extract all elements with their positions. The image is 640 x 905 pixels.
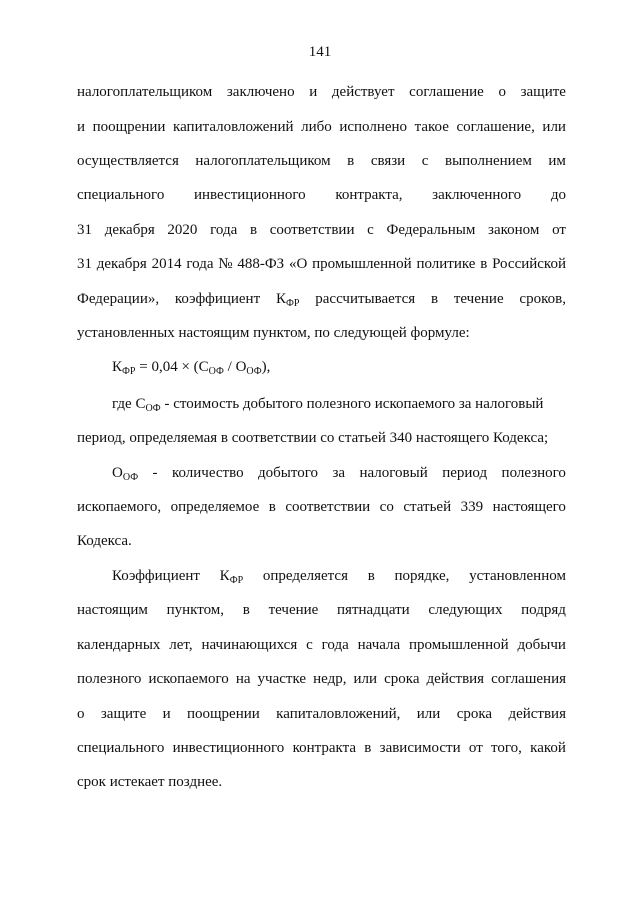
word: в [249, 222, 258, 238]
word: специального [77, 740, 165, 756]
word: течение [453, 291, 504, 307]
word: законом [488, 222, 540, 238]
word: зависимости [379, 740, 461, 756]
word: лет, [169, 637, 193, 653]
text-line: установленных настоящим пунктом, по следующей формуле: [77, 325, 470, 341]
symbol: $О_{ОФ}$ [112, 465, 139, 483]
word: с [421, 153, 429, 169]
word: о [498, 84, 506, 100]
word: в [367, 568, 375, 584]
word: в [364, 740, 372, 756]
word: на [235, 671, 251, 687]
word: до [550, 187, 566, 203]
word: Коэффициент [112, 568, 200, 584]
word: «О [288, 256, 308, 272]
word: количество [171, 465, 244, 481]
text-line: срок истекает позднее. [77, 774, 223, 790]
word: промышленной [409, 637, 509, 653]
word: подряд [521, 602, 566, 618]
word: с [306, 637, 313, 653]
word: специального [77, 187, 165, 203]
word: Федерации», [77, 291, 160, 307]
text-line [77, 670, 566, 688]
word: какой [530, 740, 566, 756]
word: о [77, 706, 85, 722]
word: № [218, 256, 233, 272]
word: участке [257, 671, 307, 687]
word: им [548, 153, 566, 169]
word: защите [520, 84, 566, 100]
text-line [77, 255, 566, 273]
word: 488-ФЗ [237, 256, 285, 272]
word: и [77, 119, 86, 135]
word: определяется [262, 568, 348, 584]
text-line: Кодекса. [77, 533, 132, 549]
word: года [210, 222, 238, 238]
word: за [332, 465, 346, 481]
word: полезного [501, 465, 566, 481]
word: Российской [492, 256, 566, 272]
word: от [552, 222, 566, 238]
text-line [112, 567, 566, 585]
formula: $К_{ФР} = 0,04 \times (С_{ОФ} / О_{ОФ})$, [112, 359, 271, 377]
word: от [468, 740, 483, 756]
text-line [77, 498, 566, 516]
text-line [77, 221, 566, 239]
word: срока [456, 706, 493, 722]
word: заключено [226, 84, 295, 100]
word: календарных [77, 637, 161, 653]
word: выполнением [444, 153, 532, 169]
word: защите [100, 706, 147, 722]
word: ископаемого, [77, 499, 162, 515]
word: следующих [428, 602, 503, 618]
word: - [152, 465, 158, 481]
text-line [77, 705, 566, 723]
word: настоящего [492, 499, 566, 515]
word: соглашения [491, 671, 566, 687]
word: добычи [517, 637, 566, 653]
coefficient-symbol: $К_{ФР}$ [275, 291, 300, 309]
text-line: период, определяемая в соответствии со статьей 340 настоящего Кодекса; [77, 430, 549, 446]
word: заключенного [432, 187, 522, 203]
word: пунктом, [166, 602, 225, 618]
word: установленном [469, 568, 566, 584]
word: в [268, 499, 276, 515]
coefficient-symbol: $К_{ФР}$ [219, 568, 244, 586]
word: капиталовложений [173, 119, 294, 135]
page-number: 141 [308, 44, 332, 60]
word: добытого [258, 465, 318, 481]
word: декабря [104, 222, 155, 238]
word: соглашение, [456, 119, 535, 135]
word: налоговый [359, 465, 428, 481]
word: или [416, 706, 441, 722]
word: течение [268, 602, 319, 618]
word: начинающихся [201, 637, 298, 653]
word: года [321, 637, 349, 653]
word: порядке, [394, 568, 450, 584]
word: такое [414, 119, 449, 135]
text-line [77, 636, 566, 654]
word: налогоплательщиком [195, 153, 331, 169]
word: срока [384, 671, 420, 687]
word: 2014 [151, 256, 182, 272]
word: или [542, 119, 566, 135]
text-line [77, 290, 566, 308]
word: поощрении [92, 119, 166, 135]
word: 31 [77, 256, 92, 272]
word: коэффициент [174, 291, 261, 307]
word: года [186, 256, 214, 272]
text-line [77, 83, 566, 101]
word: в [430, 291, 439, 307]
word: капиталовложений, [276, 706, 401, 722]
text-line [77, 152, 566, 170]
word: контракта, [335, 187, 403, 203]
word: декабря [96, 256, 147, 272]
word: налогоплательщиком [77, 84, 213, 100]
word: определяемое [170, 499, 260, 515]
word: либо [301, 119, 332, 135]
word: статьей [403, 499, 452, 515]
word: контракта [292, 740, 357, 756]
word: 339 [460, 499, 484, 515]
word: инвестиционного [172, 740, 285, 756]
word: или [353, 671, 378, 687]
word: действия [508, 706, 566, 722]
word: недр, [313, 671, 347, 687]
word: 31 [77, 222, 92, 238]
word: осуществляется [77, 153, 179, 169]
word: действия [426, 671, 485, 687]
word: пятнадцати [337, 602, 410, 618]
word: соответствии [269, 222, 355, 238]
word: соответствии [285, 499, 371, 515]
word: политике [416, 256, 476, 272]
word: 2020 [167, 222, 198, 238]
word: сроков, [519, 291, 566, 307]
word: со [379, 499, 394, 515]
word: промышленной [312, 256, 412, 272]
word: настоящим [77, 602, 148, 618]
word: соглашение [409, 84, 484, 100]
word: период [442, 465, 488, 481]
word: исполнено [339, 119, 408, 135]
word: рассчитывается [315, 291, 416, 307]
text-line [77, 601, 566, 619]
definition-o-line [112, 464, 566, 482]
word: связи [370, 153, 406, 169]
word: полезного [77, 671, 142, 687]
word: поощрении [186, 706, 260, 722]
word: действует [331, 84, 395, 100]
word: в [347, 153, 355, 169]
text-line [77, 739, 566, 757]
definition-c-line: где $С_{ОФ}$ - стоимость добытого полезного ископаемого за налоговый [112, 396, 544, 414]
word: и [162, 706, 171, 722]
word: начала [357, 637, 401, 653]
word: в [242, 602, 250, 618]
word: в [480, 256, 488, 272]
word: инвестиционного [193, 187, 306, 203]
word: и [309, 84, 318, 100]
word: с [367, 222, 374, 238]
text-line [77, 186, 566, 204]
word: того, [491, 740, 522, 756]
word: ископаемого [148, 671, 229, 687]
word: Федеральным [386, 222, 476, 238]
text-line [77, 118, 566, 136]
